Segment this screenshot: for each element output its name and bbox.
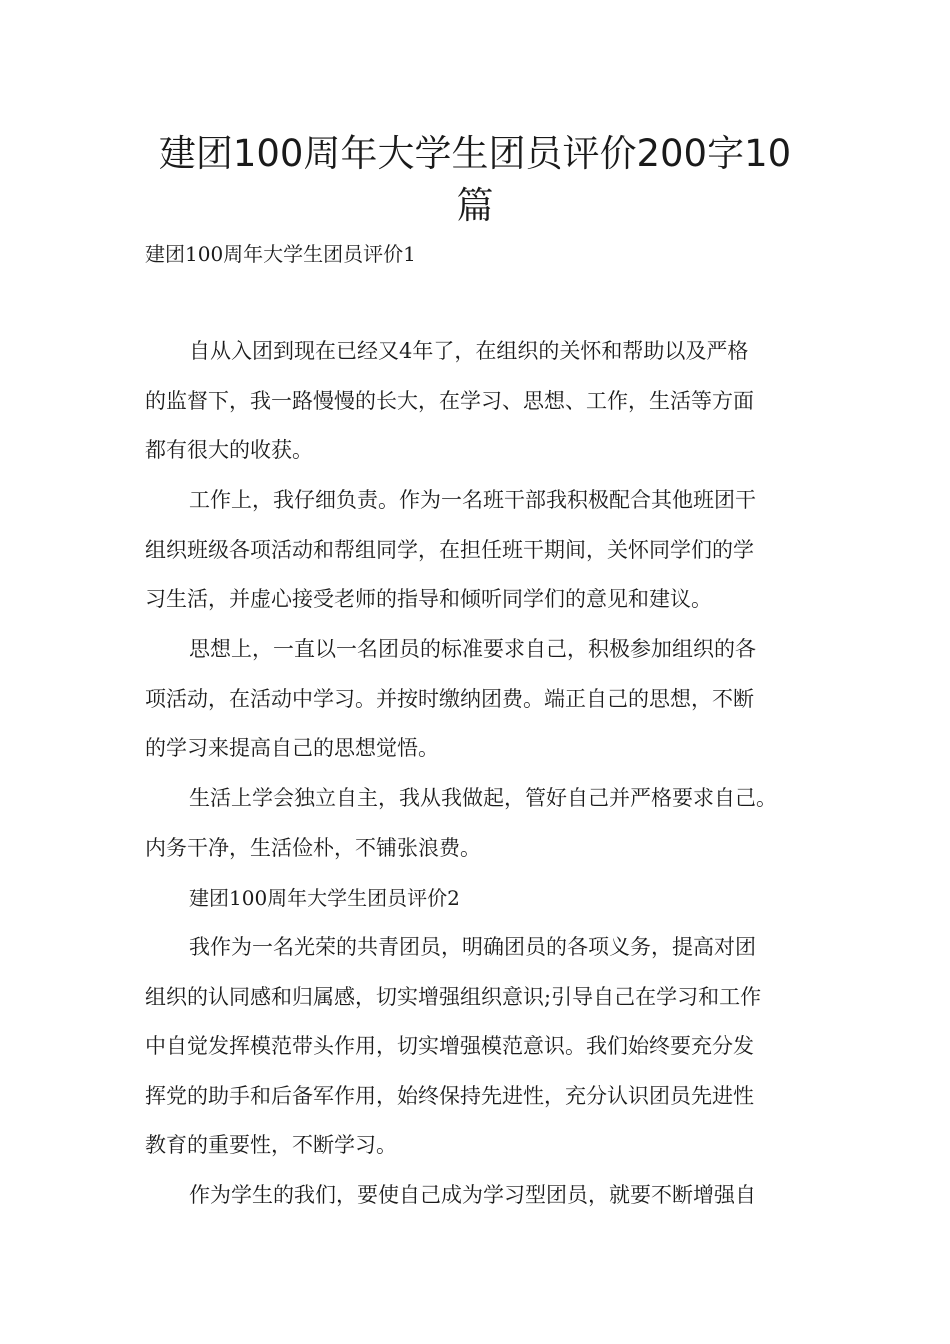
paragraph-5 bbox=[145, 923, 825, 1171]
title-line-2: 篇 bbox=[456, 184, 494, 227]
paragraph-4 bbox=[145, 774, 825, 873]
document-title bbox=[120, 128, 830, 232]
paragraph-line: 作为学生的我们，要使自己成为学习型团员，就要不断增强自 bbox=[189, 1183, 756, 1207]
paragraph-line: 组织的认同感和归属感，切实增强组织意识;引导自己在学习和工作 bbox=[145, 984, 762, 1009]
title-line-1: 建团100周年大学生团员评价200字10 bbox=[158, 132, 792, 175]
paragraph-line: 自从入团到现在已经又4年了，在组织的关怀和帮助以及严格 bbox=[189, 339, 749, 363]
paragraph-line: 习生活，并虚心接受老师的指导和倾听同学们的意见和建议。 bbox=[145, 587, 712, 611]
paragraph-6 bbox=[145, 1171, 825, 1221]
paragraph-line: 我作为一名光荣的共青团员，明确团员的各项义务，提高对团 bbox=[189, 935, 756, 959]
paragraph-line: 工作上，我仔细负责。作为一名班干部我积极配合其他班团干 bbox=[189, 488, 756, 512]
paragraph-line: 的监督下，我一路慢慢的长大，在学习、思想、工作，生活等方面 bbox=[145, 388, 754, 413]
paragraph-line: 项活动，在活动中学习。并按时缴纳团费。端正自己的思想，不断 bbox=[145, 686, 754, 711]
paragraph-3 bbox=[145, 625, 825, 774]
paragraph-line: 都有很大的收获。 bbox=[145, 438, 313, 462]
paragraph-line: 挥党的助手和后备军作用，始终保持先进性，充分认识团员先进性 bbox=[145, 1083, 754, 1108]
paragraph-line: 组织班级各项活动和帮组同学，在担任班干期间，关怀同学们的学 bbox=[145, 537, 754, 562]
section-heading-1: 建团100周年大学生团员评价1 bbox=[145, 242, 416, 266]
paragraph-line: 思想上，一直以一名团员的标准要求自己，积极参加组织的各 bbox=[189, 637, 756, 661]
paragraph-line: 的学习来提高自己的思想觉悟。 bbox=[145, 736, 439, 760]
paragraph-line: 中自觉发挥模范带头作用，切实增强模范意识。我们始终要充分发 bbox=[145, 1034, 754, 1058]
paragraph-2 bbox=[145, 476, 825, 625]
paragraph-line: 生活上学会独立自主，我从我做起，管好自己并严格要求自己。 bbox=[189, 786, 777, 810]
paragraph-line: 内务干净，生活俭朴，不铺张浪费。 bbox=[145, 835, 481, 860]
paragraph-1 bbox=[145, 327, 825, 476]
paragraph-line: 教育的重要性，不断学习。 bbox=[145, 1133, 397, 1157]
section-heading-2: 建团100周年大学生团员评价2 bbox=[189, 886, 460, 910]
